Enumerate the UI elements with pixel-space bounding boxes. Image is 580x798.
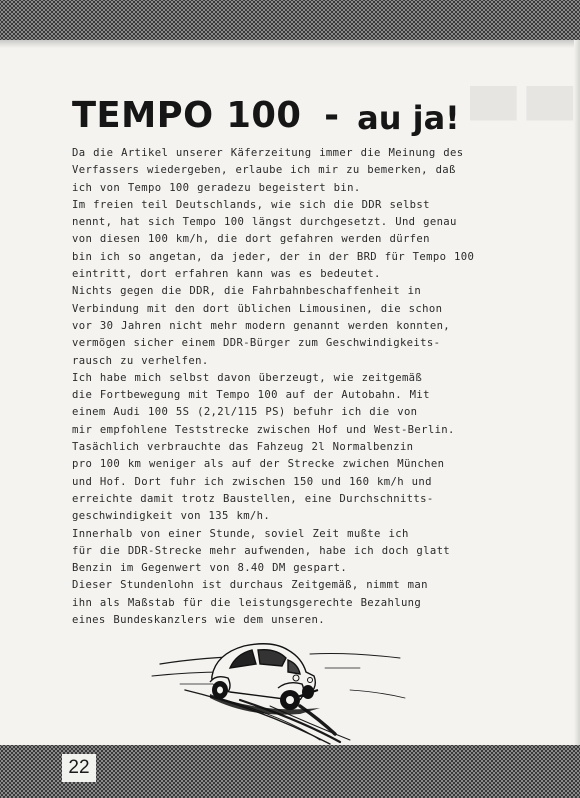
body-line: für die DDR-Strecke mehr aufwenden, habe ich doch glatt: [72, 544, 451, 557]
body-line: mir empfohlene Teststrecke zwischen Hof und West-Berlin.: [72, 423, 455, 436]
paper-edge-shadow: [0, 40, 580, 48]
title-dash: -: [324, 95, 340, 136]
body-line: bin ich so angetan, da jeder, der in der BRD für Tempo 100: [72, 250, 475, 263]
body-line: vor 30 Jahren nicht mehr modern genannt werden konnten,: [72, 319, 451, 332]
body-line: nennt, hat sich Tempo 100 längst durchgesetzt. Und genau: [72, 216, 457, 229]
body-line: eintritt, dort erfahren kann was es bedeutet.: [72, 268, 381, 281]
body-line: einem Audi 100 5S (2,2l/115 PS) befuhr ich die von: [72, 406, 418, 419]
article-title: [72, 82, 512, 137]
body-line: Dieser Stundenlohn ist durchaus Zeitgemäß, nimmt man: [72, 579, 428, 592]
page-number: 22: [68, 757, 90, 778]
top-halftone-band: [0, 0, 580, 44]
body-line: rausch zu verhelfen.: [72, 354, 209, 367]
body-line: Verfassers wiedergeben, erlaube ich mir zu bemerken, daß: [72, 164, 456, 177]
body-line: pro 100 km weniger als auf der Strecke zwichen München: [72, 458, 445, 471]
body-line: geschwindigkeit von 135 km/h.: [72, 510, 271, 523]
body-line: vermögen sicher einem DDR-Bürger zum Geschwindigkeits-: [72, 337, 441, 350]
body-line: von diesen 100 km/h, die dort gefahren werden dürfen: [72, 233, 430, 246]
body-line: ihn als Maßstab für die leistungsgerechte Bezahlung: [72, 596, 422, 609]
right-page-shadow: [574, 40, 580, 748]
page-number-box: [62, 754, 96, 782]
article-body: [72, 145, 512, 629]
body-line: Im freien teil Deutschlands, wie sich die DDR selbst: [72, 198, 430, 211]
vw-beetle-car-icon: [150, 628, 420, 746]
body-line: die Fortbewegung mit Tempo 100 auf der Autobahn. Mit: [72, 389, 430, 402]
body-line: eines Bundeskanzlers wie dem unseren.: [72, 614, 325, 627]
body-line: Nichts gegen die DDR, die Fahrbahnbeschaffenheit in: [72, 285, 422, 298]
body-line: Da die Artikel unserer Käferzeitung immer die Meinung des: [72, 147, 464, 159]
title-main: TEMPO 100: [72, 95, 302, 136]
title-subtitle: au ja!: [357, 99, 460, 137]
body-line: und Hof. Dort fuhr ich zwischen 150 und 160 km/h und: [72, 475, 432, 488]
bleed-through-text: ██ ██: [470, 86, 573, 121]
body-line: Innerhalb von einer Stunde, soviel Zeit mußte ich: [72, 527, 409, 540]
body-line: ich von Tempo 100 geradezu begeistert bin.: [72, 181, 361, 194]
body-line: erreichte damit trotz Baustellen, eine Durchschnitts-: [72, 492, 434, 505]
body-line: Ich habe mich selbst davon überzeugt, wie zeitgemäß: [72, 371, 423, 384]
body-line: Benzin im Gegenwert von 8.40 DM gespart.: [72, 562, 348, 575]
body-line: Verbindung mit den dort üblichen Limousinen, die schon: [72, 302, 443, 315]
body-line: Tasächlich verbrauchte das Fahzeug 2l Normalbenzin: [72, 441, 414, 454]
